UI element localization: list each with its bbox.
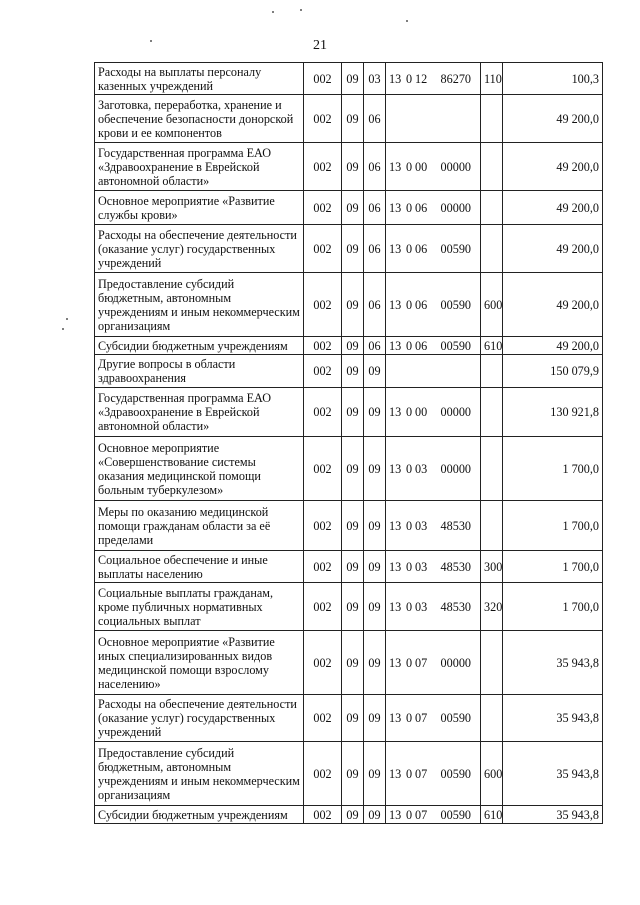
section-code-cell: 09	[342, 337, 364, 355]
subprogram-code: 0	[405, 766, 413, 781]
subprogram-code: 0	[405, 159, 413, 174]
section-code-cell: 09	[342, 225, 364, 273]
subprogram-code: 0	[405, 711, 413, 725]
target-article-cell	[386, 95, 481, 143]
target-article-cell	[386, 355, 481, 388]
expense-name-cell: Субсидии бюджетным учреждениям	[95, 806, 304, 824]
main-event-code: 06	[415, 338, 428, 353]
program-code: 13	[389, 655, 402, 670]
section-code-cell: 09	[342, 191, 364, 225]
expense-name-cell: Меры по оказанию медицинской помощи гражданам области за её пределами	[95, 501, 304, 551]
amount-cell: 49 200,0	[503, 337, 603, 355]
section-code-cell: 09	[342, 501, 364, 551]
table-row	[95, 631, 603, 695]
subsection-code-cell: 09	[364, 551, 386, 583]
ministry-code-cell: 002	[304, 742, 342, 806]
budget-table	[94, 62, 603, 824]
main-event-code: 07	[415, 766, 428, 781]
subsection-code-cell: 06	[364, 225, 386, 273]
subprogram-code: 0	[405, 405, 413, 419]
amount-cell: 35 943,8	[503, 806, 603, 824]
expense-name-cell: Расходы на выплаты персоналу казенных учреждений	[95, 63, 304, 95]
expense-name-cell: Предоставление субсидий бюджетным, автономным учреждениям и иным некоммерческим организациям	[95, 742, 304, 806]
section-code-cell: 09	[342, 551, 364, 583]
target-article-cell	[386, 437, 481, 501]
main-event-code: 00	[415, 405, 428, 419]
program-code: 13	[389, 297, 402, 312]
direction-code: 00000	[440, 461, 471, 476]
ministry-code-cell: 002	[304, 695, 342, 742]
expense-type-cell	[481, 355, 503, 388]
amount-cell: 49 200,0	[503, 143, 603, 191]
direction-code: 86270	[440, 71, 471, 86]
main-event-code: 07	[415, 711, 428, 725]
ministry-code-cell: 002	[304, 337, 342, 355]
scan-speck	[300, 9, 302, 11]
section-code-cell: 09	[342, 742, 364, 806]
target-article-cell	[386, 583, 481, 631]
scan-speck	[62, 328, 64, 330]
target-article-cell	[386, 695, 481, 742]
expense-type-cell: 600	[481, 273, 503, 337]
subprogram-code: 0	[405, 559, 413, 574]
expense-type-cell: 300	[481, 551, 503, 583]
subprogram-code: 0	[405, 200, 413, 215]
subprogram-code: 0	[405, 599, 413, 614]
ministry-code-cell: 002	[304, 63, 342, 95]
expense-type-cell	[481, 501, 503, 551]
target-article-cell	[386, 742, 481, 806]
ministry-code-cell: 002	[304, 388, 342, 437]
amount-cell: 49 200,0	[503, 225, 603, 273]
section-code-cell: 09	[342, 273, 364, 337]
table-row	[95, 355, 603, 388]
expense-type-cell: 610	[481, 337, 503, 355]
subprogram-code: 0	[405, 71, 413, 86]
direction-code: 00590	[440, 338, 471, 353]
expense-type-cell: 110	[481, 63, 503, 95]
table-row	[95, 95, 603, 143]
target-article-cell	[386, 337, 481, 355]
main-event-code: 12	[415, 71, 428, 86]
section-code-cell: 09	[342, 695, 364, 742]
amount-cell: 35 943,8	[503, 742, 603, 806]
expense-type-cell: 610	[481, 806, 503, 824]
subprogram-code: 0	[405, 655, 413, 670]
section-code-cell: 09	[342, 388, 364, 437]
page-number: 21	[313, 38, 327, 53]
ministry-code-cell: 002	[304, 631, 342, 695]
amount-cell: 1 700,0	[503, 501, 603, 551]
program-code: 13	[389, 241, 402, 256]
subprogram-code: 0	[405, 297, 413, 312]
table-row	[95, 143, 603, 191]
section-code-cell: 09	[342, 806, 364, 824]
program-code: 13	[389, 405, 402, 419]
target-article-cell	[386, 225, 481, 273]
subprogram-code: 0	[405, 338, 413, 353]
subsection-code-cell: 09	[364, 501, 386, 551]
subsection-code-cell: 09	[364, 388, 386, 437]
program-code: 13	[389, 461, 402, 476]
subsection-code-cell: 09	[364, 355, 386, 388]
ministry-code-cell: 002	[304, 143, 342, 191]
expense-type-cell	[481, 631, 503, 695]
subsection-code-cell: 06	[364, 143, 386, 191]
ministry-code-cell: 002	[304, 437, 342, 501]
ministry-code-cell: 002	[304, 225, 342, 273]
expense-name-cell: Заготовка, переработка, хранение и обеспечение безопасности донорской крови и ее компонентов	[95, 95, 304, 143]
table-row	[95, 583, 603, 631]
main-event-code: 07	[415, 655, 428, 670]
program-code: 13	[389, 200, 402, 215]
expense-type-cell: 320	[481, 583, 503, 631]
main-event-code: 07	[415, 807, 428, 822]
table-row	[95, 501, 603, 551]
expense-name-cell: Другие вопросы в области здравоохранения	[95, 355, 304, 388]
scan-speck	[66, 318, 68, 320]
expense-name-cell: Основное мероприятие «Развитие службы крови»	[95, 191, 304, 225]
amount-cell: 35 943,8	[503, 631, 603, 695]
target-article-cell	[386, 631, 481, 695]
target-article-cell	[386, 143, 481, 191]
expense-name-cell: Социальные выплаты гражданам, кроме публичных нормативных социальных выплат	[95, 583, 304, 631]
subsection-code-cell: 09	[364, 742, 386, 806]
amount-cell: 35 943,8	[503, 695, 603, 742]
expense-type-cell	[481, 695, 503, 742]
section-code-cell: 09	[342, 95, 364, 143]
subsection-code-cell: 09	[364, 631, 386, 695]
expense-name-cell: Государственная программа ЕАО «Здравоохранение в Еврейской автономной области»	[95, 143, 304, 191]
table-row	[95, 337, 603, 355]
ministry-code-cell: 002	[304, 191, 342, 225]
ministry-code-cell: 002	[304, 551, 342, 583]
table-row	[95, 388, 603, 437]
section-code-cell: 09	[342, 437, 364, 501]
expense-name-cell: Расходы на обеспечение деятельности (оказание услуг) государственных учреждений	[95, 225, 304, 273]
target-article-cell	[386, 191, 481, 225]
expense-type-cell	[481, 191, 503, 225]
table-row	[95, 225, 603, 273]
subprogram-code: 0	[405, 807, 413, 822]
ministry-code-cell: 002	[304, 806, 342, 824]
subsection-code-cell: 09	[364, 583, 386, 631]
table-row	[95, 742, 603, 806]
target-article-cell	[386, 501, 481, 551]
main-event-code: 03	[415, 559, 428, 574]
table-row	[95, 695, 603, 742]
subsection-code-cell: 06	[364, 337, 386, 355]
program-code: 13	[389, 766, 402, 781]
table-row	[95, 63, 603, 95]
direction-code: 00000	[440, 655, 471, 670]
ministry-code-cell: 002	[304, 583, 342, 631]
direction-code: 00590	[440, 766, 471, 781]
amount-cell: 49 200,0	[503, 95, 603, 143]
direction-code: 00000	[440, 200, 471, 215]
program-code: 13	[389, 807, 402, 822]
direction-code: 00000	[440, 159, 471, 174]
ministry-code-cell: 002	[304, 355, 342, 388]
subsection-code-cell: 06	[364, 95, 386, 143]
subsection-code-cell: 09	[364, 806, 386, 824]
expense-type-cell: 600	[481, 742, 503, 806]
expense-name-cell: Государственная программа ЕАО «Здравоохранение в Еврейской автономной области»	[95, 388, 304, 437]
amount-cell: 49 200,0	[503, 191, 603, 225]
table-row	[95, 437, 603, 501]
table-row	[95, 273, 603, 337]
subsection-code-cell: 09	[364, 695, 386, 742]
expense-name-cell: Основное мероприятие «Развитие иных специализированных видов медицинской помощи взрослому населению»	[95, 631, 304, 695]
direction-code: 48530	[440, 559, 471, 574]
main-event-code: 03	[415, 461, 428, 476]
amount-cell: 150 079,9	[503, 355, 603, 388]
section-code-cell: 09	[342, 63, 364, 95]
amount-cell: 1 700,0	[503, 583, 603, 631]
direction-code: 48530	[440, 599, 471, 614]
expense-name-cell: Социальное обеспечение и иные выплаты населению	[95, 551, 304, 583]
ministry-code-cell: 002	[304, 501, 342, 551]
subprogram-code: 0	[405, 518, 413, 533]
amount-cell: 49 200,0	[503, 273, 603, 337]
subsection-code-cell: 09	[364, 437, 386, 501]
target-article-cell	[386, 63, 481, 95]
table-row	[95, 806, 603, 824]
expense-type-cell	[481, 437, 503, 501]
main-event-code: 06	[415, 241, 428, 256]
direction-code: 00590	[440, 297, 471, 312]
scan-speck	[272, 11, 274, 13]
program-code: 13	[389, 159, 402, 174]
expense-type-cell	[481, 95, 503, 143]
amount-cell: 100,3	[503, 63, 603, 95]
subsection-code-cell: 06	[364, 191, 386, 225]
subsection-code-cell: 06	[364, 273, 386, 337]
section-code-cell: 09	[342, 583, 364, 631]
program-code: 13	[389, 518, 402, 533]
main-event-code: 03	[415, 599, 428, 614]
direction-code: 00590	[440, 807, 471, 822]
subsection-code-cell: 03	[364, 63, 386, 95]
main-event-code: 00	[415, 159, 428, 174]
table-row	[95, 551, 603, 583]
main-event-code: 06	[415, 200, 428, 215]
expense-type-cell	[481, 388, 503, 437]
amount-cell: 130 921,8	[503, 388, 603, 437]
target-article-cell	[386, 388, 481, 437]
table-row	[95, 191, 603, 225]
expense-type-cell	[481, 225, 503, 273]
expense-name-cell: Основное мероприятие «Совершенствование системы оказания медицинской помощи больным туберкулезом»	[95, 437, 304, 501]
expense-type-cell	[481, 143, 503, 191]
scan-speck	[406, 20, 408, 22]
subprogram-code: 0	[405, 241, 413, 256]
program-code: 13	[389, 559, 402, 574]
target-article-cell	[386, 806, 481, 824]
expense-name-cell: Субсидии бюджетным учреждениям	[95, 337, 304, 355]
amount-cell: 1 700,0	[503, 437, 603, 501]
program-code: 13	[389, 71, 402, 86]
direction-code: 00590	[440, 711, 471, 725]
direction-code: 48530	[440, 518, 471, 533]
amount-cell: 1 700,0	[503, 551, 603, 583]
subprogram-code: 0	[405, 461, 413, 476]
target-article-cell	[386, 551, 481, 583]
program-code: 13	[389, 599, 402, 614]
direction-code: 00590	[440, 241, 471, 256]
expense-name-cell: Предоставление субсидий бюджетным, автономным учреждениям и иным некоммерческим организациям	[95, 273, 304, 337]
main-event-code: 06	[415, 297, 428, 312]
program-code: 13	[389, 338, 402, 353]
section-code-cell: 09	[342, 355, 364, 388]
ministry-code-cell: 002	[304, 273, 342, 337]
section-code-cell: 09	[342, 143, 364, 191]
direction-code: 00000	[440, 405, 471, 419]
program-code: 13	[389, 711, 402, 725]
target-article-cell	[386, 273, 481, 337]
ministry-code-cell: 002	[304, 95, 342, 143]
section-code-cell: 09	[342, 631, 364, 695]
main-event-code: 03	[415, 518, 428, 533]
expense-name-cell: Расходы на обеспечение деятельности (оказание услуг) государственных учреждений	[95, 695, 304, 742]
